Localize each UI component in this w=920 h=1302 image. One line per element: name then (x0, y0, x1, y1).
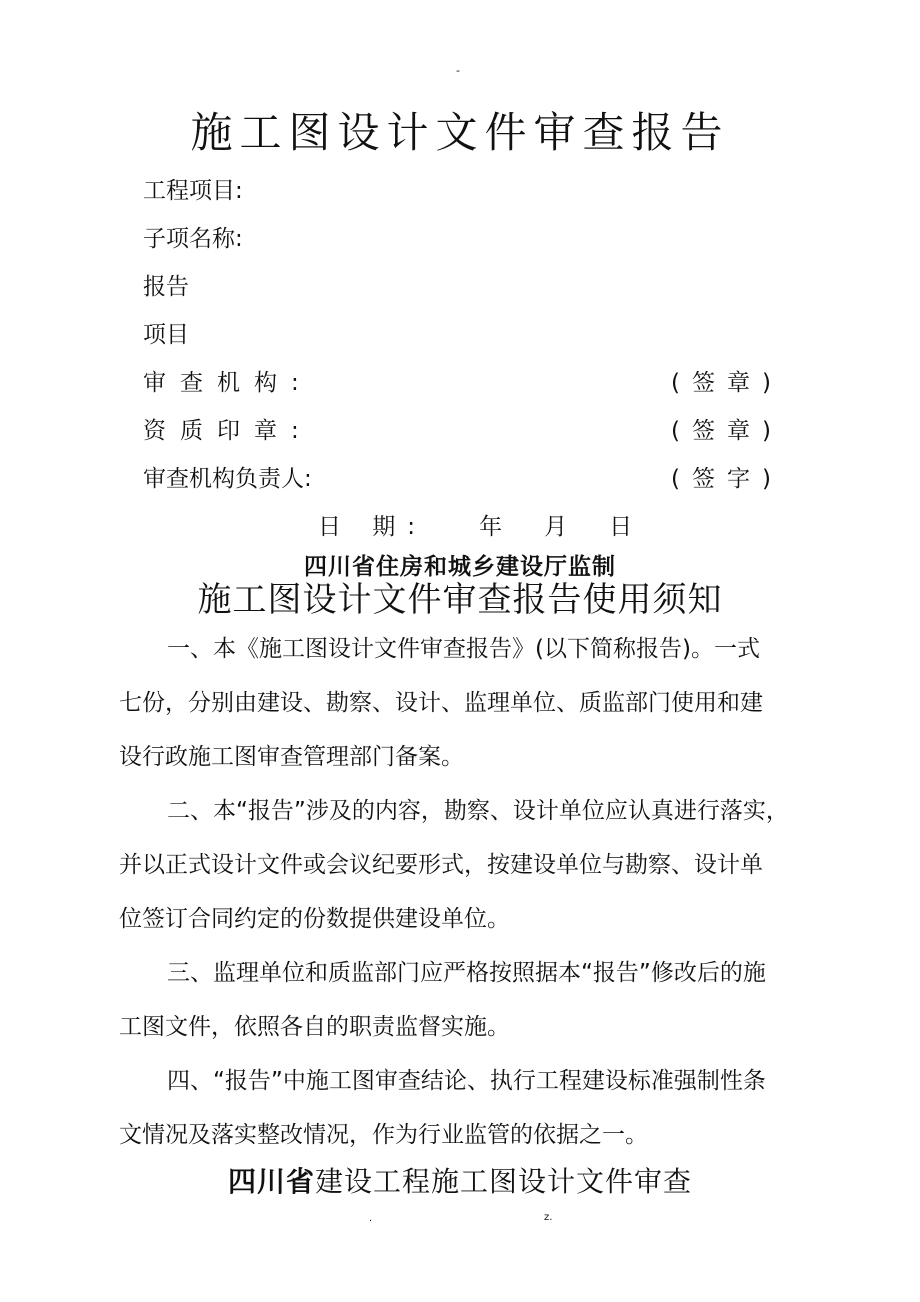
page-title: 施工图设计文件审查报告 (190, 108, 730, 157)
paragraph-line: 文情况及落实整改情况，作为行业监管的依据之一。 (119, 1122, 648, 1148)
date-line (318, 508, 660, 541)
paragraph-line: 位签订合同约定的份数提供建设单位。 (119, 906, 510, 932)
sign-row-label: 审查机构: (143, 370, 313, 396)
field-sub-item-label: 子项名称: (143, 226, 243, 252)
sign-row-label: 审查机构负责人: (143, 466, 312, 492)
bottom-title-bold: 四川省 (227, 1165, 315, 1198)
paragraph-line: 设行政施工图审查管理部门备案。 (119, 744, 464, 770)
header-mark: - (456, 64, 460, 77)
footer-dot: . (369, 1213, 373, 1224)
date-year: 年 (479, 514, 505, 540)
sign-row-note: (签章) (671, 370, 783, 396)
sign-row-agency-head (143, 460, 783, 490)
date-month: 月 (544, 514, 570, 540)
footer-z: z. (544, 1212, 553, 1223)
notice-title: 施工图设计文件审查报告使用须知 (197, 580, 723, 620)
paragraph-line: 二、本“报告”涉及的内容，勘察、设计单位应认真进行落实， (167, 798, 789, 824)
paragraph-line: 一、本《施工图设计文件审查报告》(以下简称报告)。一式 (167, 636, 760, 662)
notice-paragraph-4 (119, 1062, 803, 1162)
date-label: 日 期: (318, 514, 428, 540)
sign-row-qualification-seal (143, 412, 783, 442)
bottom-title (0, 1160, 920, 1200)
paragraph-line: 七份，分别由建设、勘察、设计、监理单位、质监部门使用和建 (119, 690, 763, 716)
field-item-label: 项目 (143, 322, 189, 348)
sign-row-review-agency (143, 364, 783, 394)
bottom-title-rest: 建设工程施工图设计文件审查 (315, 1165, 693, 1198)
sign-row-note: (签字) (671, 466, 783, 492)
notice-paragraph-3 (119, 954, 803, 1054)
sign-row-label: 资质印章: (143, 418, 313, 444)
paragraph-line: 并以正式设计文件或会议纪要形式，按建设单位与勘察、设计单 (119, 852, 763, 878)
field-project-label: 工程项目: (143, 178, 243, 204)
notice-paragraph-1 (119, 630, 803, 780)
paragraph-line: 三、监理单位和质监部门应严格按照据本“报告”修改后的施 (167, 960, 766, 986)
notice-paragraph-2 (119, 792, 803, 942)
paragraph-line: 四、“报告”中施工图审查结论、执行工程建设标准强制性条 (167, 1068, 766, 1094)
supervised-by: 四川省住房和城乡建设厅监制 (304, 554, 616, 580)
sign-row-note: (签章) (671, 418, 783, 444)
date-day: 日 (609, 514, 635, 540)
paragraph-line: 工图文件，依照各自的职责监督实施。 (119, 1014, 510, 1040)
field-report-label: 报告 (143, 274, 189, 300)
